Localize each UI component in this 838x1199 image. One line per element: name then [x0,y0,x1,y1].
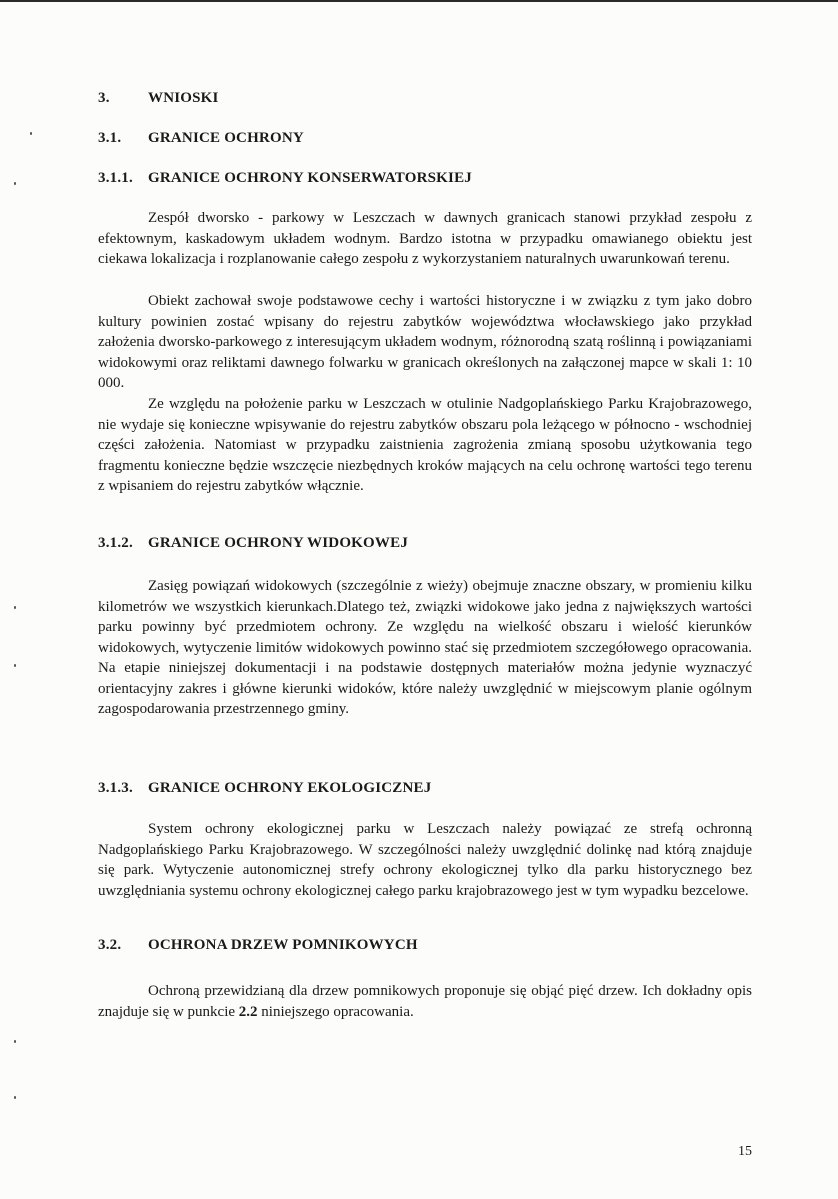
paragraph-text: Zespół dworsko - parkowy w Leszczach w dawnych granicach stanowi przykład zespołu z efektownym, kaskadowym układem wodnym. Bardzo istotna w przypadku omawianego obiektu jest ciekawa lokalizacja i rozplanowanie całego zespołu z wykorzystaniem naturalnych uwarunkowań terenu. [98,210,752,267]
heading-title: GRANICE OCHRONY EKOLOGICZNEJ [148,780,432,796]
heading-3 [98,90,219,107]
heading-title: GRANICE OCHRONY KONSERWATORSKIEJ [148,170,472,186]
paragraph [98,576,752,720]
paragraph-text: Obiekt zachował swoje podstawowe cechy i wartości historyczne i w związku z tym jako dobro kultury powinien zostać wpisany do rejestru zabytków województwa włocławskiego jako przykład założenia dworsko-parkowego z interesującym układem wodnym, różnorodną szatą roślinną i powiązaniami widokowymi oraz reliktami dawnego folwarku w granicach określonych na załączonej mapce w skali 1: 10 000. [98,293,752,391]
paragraph [98,291,752,394]
section-reference: 2.2 [238,1003,258,1020]
heading-number: 3.2. [98,937,122,953]
paragraph [98,208,752,270]
paragraph-text: Ze względu na położenie parku w Leszczach w otulinie Nadgoplańskiego Parku Krajobrazowego, nie wydaje się konieczne wpisywanie do rejestru zabytków obszaru pola leżącego w północno - wschodniej części założenia. Natomiast w przypadku zaistnienia zagrożenia zmianą sposobu użytkowania tego fragmentu konieczne będzie wszczęcie niezbędnych kroków mających na celu ochronę wartości tego terenu z wpisaniem do rejestru zabytków włącznie. [98,396,752,494]
heading-number: 3.1.1. [98,170,133,186]
paragraph [98,394,752,497]
heading-3-1 [98,130,304,147]
scan-speck [14,664,16,667]
heading-3-2 [98,937,418,954]
heading-number: 3.1.3. [98,780,133,796]
paragraph-text: System ochrony ekologicznej parku w Leszczach należy powiązać ze strefą ochronną Nadgoplańskiego Parku Krajobrazowego. W szczególności należy uwzględnić dolinkę nad którą znajduje się park. Wytyczenie autonomicznej strefy ochrony ekologicznej tylko dla parku historycznego bez uwzględniania systemu ochrony ekologicznej całego parku krajobrazowego jest w tym wypadku bezcelowe. [98,821,752,899]
heading-title: OCHRONA DRZEW POMNIKOWYCH [148,937,418,953]
heading-number: 3. [98,90,110,106]
paragraph [98,819,752,901]
heading-3-1-1 [98,170,472,187]
scan-speck [14,1040,16,1043]
heading-number: 3.1. [98,130,122,146]
heading-3-1-2 [98,535,408,552]
paragraph [98,981,752,1022]
paragraph-text: niniejszego opracowania. [257,1003,414,1020]
scan-speck [14,182,16,185]
scan-speck [14,1096,16,1099]
heading-title: GRANICE OCHRONY WIDOKOWEJ [148,535,409,551]
paragraph-text: Zasięg powiązań widokowych (szczególnie z wieży) obejmuje znaczne obszary, w promieniu kilku kilometrów we wszystkich kierunkach.Dlatego też, związki widokowe jako jedna z największych wartości parku powinny być przedmiotem ochrony. Ze względu na wielkość obszaru i wielość kierunków widokowych, wytyczenie limitów widokowych powinno stać się przedmiotem szczegółowego opracowania. Na etapie niniejszej dokumentacji i na podstawie dostępnych materiałów można jedynie wyznaczyć orientacyjny zakres i główne kierunki widoków, które należy uwzględnić w miejscowym planie ogólnym zagospodarowania przestrzennego gminy. [98,578,752,717]
page-number: 15 [738,1144,752,1159]
scan-speck [30,132,32,135]
heading-3-1-3 [98,780,431,797]
heading-title: WNIOSKI [148,90,219,106]
heading-title: GRANICE OCHRONY [148,130,304,146]
scan-speck [14,606,16,609]
heading-number: 3.1.2. [98,535,133,551]
paragraph-text: Ochroną przewidzianą dla drzew pomnikowych proponuje się objąć pięć drzew. Ich dokładny opis znajduje się w punkcie [98,983,752,1020]
